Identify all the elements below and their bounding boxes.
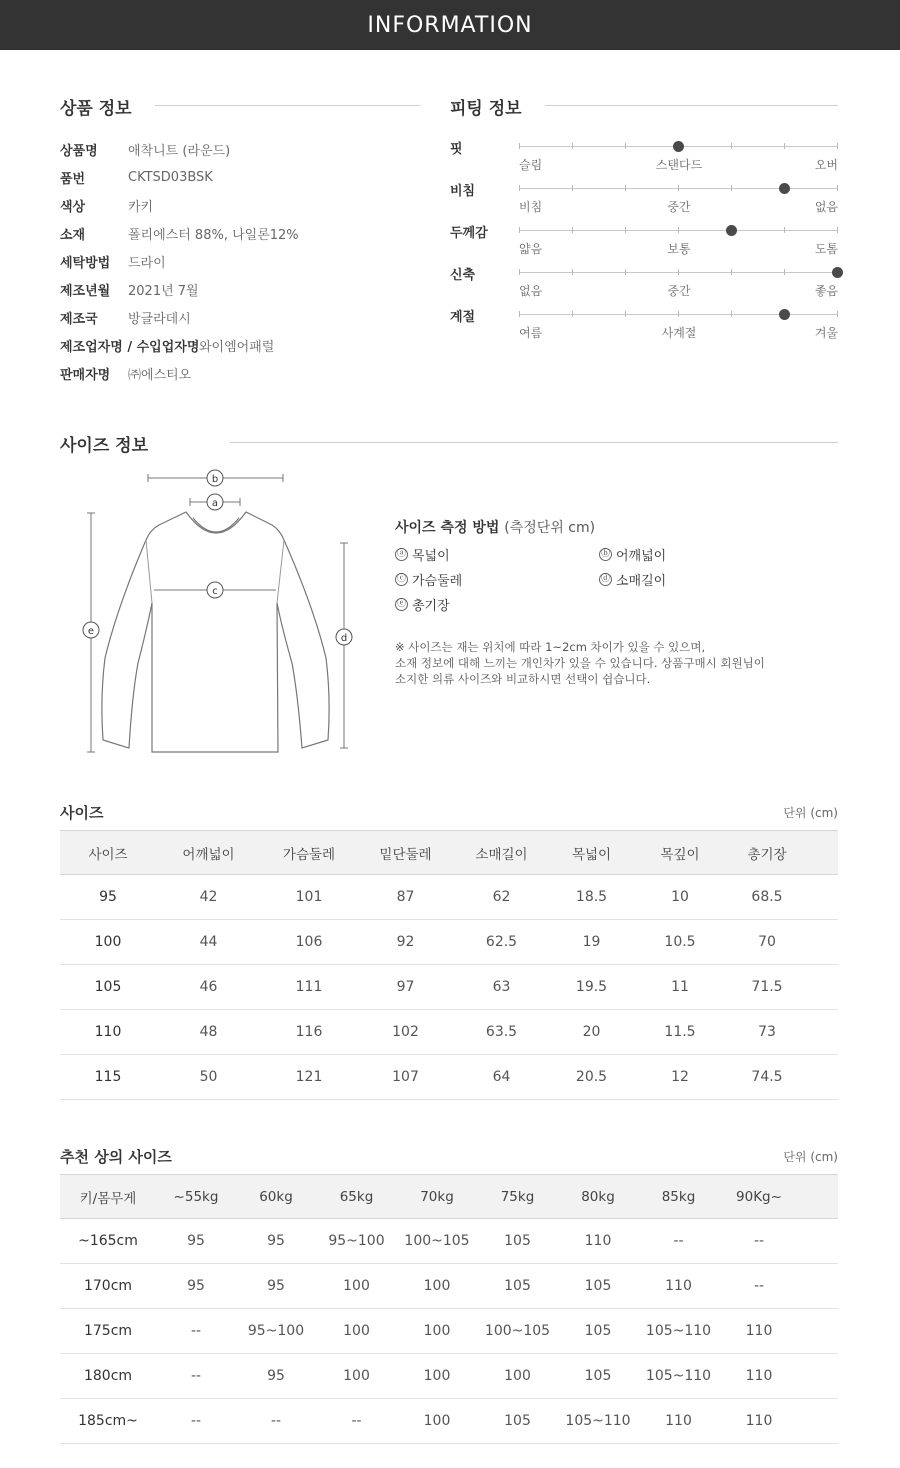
table-header-cell: 사이즈 bbox=[88, 846, 128, 863]
info-label: 색상 bbox=[60, 199, 86, 215]
table-cell: 100 bbox=[423, 1323, 451, 1339]
table-header-cell: 60kg bbox=[259, 1188, 293, 1205]
info-value: 폴리에스터 88%, 나일론12% bbox=[128, 227, 299, 243]
table-header-cell: 70kg bbox=[420, 1188, 454, 1205]
info-label: 품번 bbox=[60, 171, 86, 187]
table-cell: 95 bbox=[187, 1278, 205, 1294]
svg-text:d: d bbox=[340, 633, 348, 644]
fit-scale-low: 얇음 bbox=[519, 242, 543, 256]
fit-label: 핏 bbox=[450, 142, 463, 157]
table-cell: 50 bbox=[199, 1069, 218, 1085]
table-header-cell: ~55kg bbox=[173, 1188, 219, 1205]
table-cell: 100 bbox=[343, 1368, 370, 1384]
table-cell: 11 bbox=[671, 979, 689, 995]
table-cell: 95 bbox=[267, 1233, 285, 1249]
svg-text:a: a bbox=[211, 498, 219, 509]
table-cell: 110 bbox=[665, 1278, 692, 1294]
fit-tick bbox=[837, 311, 838, 317]
fit-tick bbox=[678, 269, 679, 275]
info-row bbox=[60, 223, 420, 243]
recommend-table-unit: 단위 (cm) bbox=[783, 1150, 838, 1164]
table-cell: 64 bbox=[492, 1069, 511, 1085]
fit-scale-mid: 중간 bbox=[667, 284, 691, 298]
fit-scale-mid: 중간 bbox=[667, 200, 691, 214]
fit-scale-high: 없음 bbox=[814, 200, 838, 214]
fit-scale-high: 겨울 bbox=[814, 326, 838, 340]
fit-tick bbox=[731, 269, 732, 275]
sweater-outline bbox=[102, 512, 329, 752]
fit-tick bbox=[519, 311, 520, 317]
info-value: 방글라데시 bbox=[128, 311, 191, 327]
table-cell: 105~110 bbox=[645, 1323, 712, 1339]
size-table bbox=[60, 830, 838, 1100]
measure-marker: ⓔ bbox=[396, 599, 406, 609]
fit-tick bbox=[625, 311, 626, 317]
table-cell: 110 bbox=[665, 1413, 692, 1429]
table-header-row bbox=[60, 1174, 838, 1219]
table-cell: -- bbox=[190, 1413, 202, 1429]
table-cell: 105 bbox=[584, 1278, 612, 1294]
fit-scale-low: 여름 bbox=[519, 326, 543, 340]
table-cell: -- bbox=[190, 1368, 202, 1384]
sweater-collar bbox=[193, 518, 239, 532]
fit-scale-track bbox=[519, 314, 838, 315]
product-info-title: 상품 정보 bbox=[60, 99, 132, 119]
fit-tick bbox=[678, 227, 679, 233]
fit-tick bbox=[625, 185, 626, 191]
info-value: CKTSD03BSK bbox=[128, 169, 213, 185]
fit-scale-high: 좋음 bbox=[814, 284, 838, 298]
table-cell: 12 bbox=[671, 1069, 689, 1085]
measure-item bbox=[599, 570, 666, 589]
fit-level-dot bbox=[832, 267, 843, 278]
info-value: 2021년 7월 bbox=[128, 283, 199, 299]
fit-scale-low: 없음 bbox=[519, 284, 543, 298]
table-header-row bbox=[60, 830, 838, 875]
table-cell: -- bbox=[753, 1233, 765, 1249]
fit-scale-high: 도톰 bbox=[814, 242, 838, 256]
table-header-cell: 어깨넓이 bbox=[182, 846, 235, 863]
fit-scale-low: 슬림 bbox=[519, 158, 543, 172]
table-cell: 20.5 bbox=[575, 1069, 608, 1085]
table-cell: 48 bbox=[199, 1024, 218, 1040]
fit-tick bbox=[731, 143, 732, 149]
table-row bbox=[60, 1219, 838, 1264]
measure-title-text: 사이즈 측정 방법 bbox=[395, 520, 500, 536]
note-line: 소지한 의류 사이즈와 비교하시면 선택이 쉽습니다. bbox=[395, 672, 651, 686]
table-cell: 100 bbox=[504, 1368, 531, 1384]
fit-level-dot bbox=[673, 141, 684, 152]
table-cell: 110 bbox=[745, 1323, 773, 1339]
info-label: 제조년월 bbox=[60, 283, 111, 299]
table-row bbox=[60, 965, 838, 1010]
table-cell: 105~110 bbox=[565, 1413, 631, 1429]
table-header-cell: 키/몸무게 bbox=[79, 1190, 137, 1207]
fit-level-dot bbox=[779, 309, 790, 320]
fit-scale-mid: 스탠다드 bbox=[655, 158, 703, 172]
table-header-cell: 소매길이 bbox=[475, 846, 528, 863]
measure-method-title bbox=[395, 517, 595, 537]
table-cell: -- bbox=[351, 1413, 362, 1429]
fit-scale-track bbox=[519, 146, 838, 147]
table-header-cell: 65kg bbox=[339, 1188, 374, 1205]
fit-tick bbox=[837, 143, 838, 149]
table-cell: 42 bbox=[199, 889, 218, 905]
measure-marker: ⓒ bbox=[396, 574, 406, 584]
size-table-unit: 단위 (cm) bbox=[783, 806, 838, 820]
measure-label: 총기장 bbox=[412, 599, 450, 614]
info-label: 상품명 bbox=[60, 143, 98, 159]
table-cell: 105 bbox=[584, 1368, 612, 1384]
info-value: 드라이 bbox=[128, 255, 166, 271]
measure-label: 어깨넓이 bbox=[616, 549, 667, 564]
info-row bbox=[60, 195, 420, 215]
fitting-info-divider bbox=[545, 105, 838, 106]
measure-item bbox=[395, 595, 450, 614]
table-cell: 100 bbox=[343, 1278, 370, 1294]
table-cell: 102 bbox=[392, 1024, 419, 1040]
table-cell: 10.5 bbox=[664, 934, 696, 950]
table-cell: 73 bbox=[758, 1024, 776, 1040]
table-cell: 70 bbox=[758, 934, 776, 950]
fit-label: 두께감 bbox=[450, 226, 488, 241]
measure-marker: ⓓ bbox=[600, 574, 610, 584]
table-header-cell: 목넓이 bbox=[571, 846, 612, 863]
table-cell: 19.5 bbox=[575, 979, 608, 995]
measure-unit: (측정단위 cm) bbox=[504, 520, 596, 536]
note-line: ※ 사이즈는 재는 위치에 따라 1~2cm 차이가 있을 수 있으며, bbox=[395, 640, 706, 654]
table-cell: ~165cm bbox=[78, 1233, 138, 1249]
info-row bbox=[60, 139, 420, 159]
table-cell: 62 bbox=[492, 889, 511, 905]
fit-tick bbox=[837, 185, 838, 191]
info-label: 제조국 bbox=[60, 311, 98, 327]
table-cell: 63.5 bbox=[485, 1024, 518, 1040]
table-cell: 97 bbox=[396, 979, 415, 995]
table-cell: 100~105 bbox=[484, 1323, 551, 1339]
info-row bbox=[60, 279, 420, 299]
fit-tick bbox=[519, 185, 520, 191]
table-row bbox=[60, 1354, 838, 1399]
table-cell: 110 bbox=[584, 1233, 612, 1249]
table-cell: -- bbox=[270, 1413, 282, 1429]
info-value: 애착니트 (라운드) bbox=[128, 143, 231, 159]
table-cell: 105~110 bbox=[645, 1368, 712, 1384]
fit-tick bbox=[731, 185, 732, 191]
table-row bbox=[60, 920, 838, 965]
table-cell: 62.5 bbox=[485, 934, 518, 950]
table-cell: 71.5 bbox=[751, 979, 783, 995]
fit-tick bbox=[625, 143, 626, 149]
table-cell: 95~100 bbox=[247, 1323, 305, 1339]
table-cell: 100~105 bbox=[404, 1233, 470, 1249]
recommend-table-title: 추천 상의 사이즈 bbox=[60, 1148, 172, 1166]
table-cell: 95 bbox=[267, 1368, 285, 1384]
table-cell: 92 bbox=[396, 934, 415, 950]
table-cell: 74.5 bbox=[751, 1069, 783, 1085]
fit-tick bbox=[572, 311, 573, 317]
fit-label: 신축 bbox=[450, 268, 476, 283]
table-cell: 105 bbox=[94, 979, 122, 995]
fit-tick bbox=[572, 143, 573, 149]
fit-tick bbox=[784, 143, 785, 149]
info-value: ㈜에스티오 bbox=[128, 367, 192, 383]
table-cell: 175cm bbox=[83, 1323, 133, 1339]
table-header-cell: 가슴둘레 bbox=[282, 846, 336, 863]
table-header-cell: 80kg bbox=[581, 1188, 615, 1205]
info-row bbox=[60, 335, 420, 355]
fit-tick bbox=[519, 143, 520, 149]
table-cell: 110 bbox=[94, 1024, 122, 1040]
fit-label: 계절 bbox=[450, 310, 476, 325]
table-cell: 100 bbox=[423, 1413, 451, 1429]
table-cell: -- bbox=[190, 1323, 202, 1339]
fit-tick bbox=[837, 227, 838, 233]
table-cell: 111 bbox=[295, 979, 323, 995]
table-cell: 105 bbox=[584, 1323, 612, 1339]
table-cell: 100 bbox=[423, 1278, 451, 1294]
fit-tick bbox=[784, 227, 785, 233]
fit-scale-mid: 보통 bbox=[667, 242, 691, 256]
table-cell: 107 bbox=[392, 1069, 419, 1085]
table-row bbox=[60, 1010, 838, 1055]
info-label: 제조업자명 / 수입업자명 bbox=[60, 339, 200, 355]
table-cell: 105 bbox=[504, 1278, 531, 1294]
measure-label: 가슴둘레 bbox=[412, 574, 463, 589]
table-row bbox=[60, 1055, 838, 1100]
table-cell: 100 bbox=[423, 1368, 451, 1384]
product-info-divider bbox=[155, 105, 420, 106]
measure-label: 소매길이 bbox=[616, 574, 667, 589]
fit-label: 비침 bbox=[450, 184, 476, 199]
table-header-cell: 밑단둘레 bbox=[379, 846, 432, 863]
table-row bbox=[60, 1309, 838, 1354]
table-cell: -- bbox=[753, 1278, 765, 1294]
table-row bbox=[60, 875, 838, 920]
measure-marker: ⓐ bbox=[396, 549, 406, 559]
fit-tick bbox=[519, 227, 520, 233]
fit-scale-high: 오버 bbox=[814, 158, 838, 172]
fit-tick bbox=[625, 269, 626, 275]
fit-scale-track bbox=[519, 230, 838, 231]
table-cell: 10 bbox=[671, 889, 689, 905]
table-cell: 110 bbox=[745, 1413, 773, 1429]
table-header-cell: 총기장 bbox=[747, 846, 787, 863]
fit-tick bbox=[731, 311, 732, 317]
recommend-table bbox=[60, 1174, 838, 1444]
table-cell: 121 bbox=[295, 1069, 323, 1085]
table-cell: 68.5 bbox=[751, 889, 783, 905]
table-cell: 106 bbox=[295, 934, 323, 950]
measure-item bbox=[395, 545, 450, 564]
info-label: 세탁방법 bbox=[60, 255, 111, 271]
measure-label: 목넓이 bbox=[412, 549, 450, 564]
fit-tick bbox=[678, 185, 679, 191]
svg-text:b: b bbox=[211, 474, 219, 485]
marker-e bbox=[83, 622, 99, 638]
fit-scale-mid: 사계절 bbox=[661, 326, 697, 340]
table-cell: 115 bbox=[94, 1069, 122, 1085]
measure-item bbox=[599, 545, 666, 564]
fit-tick bbox=[625, 227, 626, 233]
table-cell: 19 bbox=[582, 934, 601, 950]
fit-tick bbox=[572, 269, 573, 275]
info-row bbox=[60, 167, 420, 187]
table-cell: 110 bbox=[745, 1368, 773, 1384]
measure-item bbox=[395, 570, 462, 589]
svg-text:e: e bbox=[87, 626, 95, 637]
table-cell: 46 bbox=[199, 979, 218, 995]
size-table-title: 사이즈 bbox=[60, 804, 104, 822]
table-cell: 18.5 bbox=[575, 889, 608, 905]
fit-scale-track bbox=[519, 272, 838, 273]
marker-b bbox=[207, 470, 223, 486]
table-header-cell: 목깊이 bbox=[660, 846, 700, 863]
svg-text:c: c bbox=[212, 586, 218, 597]
table-cell: 170cm bbox=[83, 1278, 133, 1294]
info-label: 소재 bbox=[60, 227, 86, 243]
info-row bbox=[60, 363, 420, 383]
table-cell: 95 bbox=[99, 889, 117, 905]
measure-marker: ⓑ bbox=[600, 549, 610, 559]
fit-tick bbox=[519, 269, 520, 275]
page-header bbox=[0, 0, 900, 50]
marker-c bbox=[207, 582, 223, 598]
table-cell: 100 bbox=[94, 934, 122, 950]
info-value: 와이엠어패럴 bbox=[199, 339, 275, 355]
fit-level-dot bbox=[779, 183, 790, 194]
table-cell: 20 bbox=[582, 1024, 601, 1040]
table-cell: 116 bbox=[295, 1024, 323, 1040]
sweater-diagram bbox=[78, 468, 368, 768]
info-row bbox=[60, 251, 420, 271]
fit-tick bbox=[784, 269, 785, 275]
table-header-cell: 90Kg~ bbox=[736, 1188, 782, 1205]
table-cell: 105 bbox=[504, 1233, 531, 1249]
table-cell: 185cm~ bbox=[78, 1413, 138, 1429]
table-cell: 44 bbox=[199, 934, 218, 950]
table-cell: 11.5 bbox=[664, 1024, 696, 1040]
size-info-title: 사이즈 정보 bbox=[60, 436, 149, 456]
fit-tick bbox=[572, 185, 573, 191]
table-cell: 63 bbox=[492, 979, 511, 995]
table-cell: 95 bbox=[267, 1278, 285, 1294]
fit-tick bbox=[572, 227, 573, 233]
fitting-info-title: 피팅 정보 bbox=[450, 99, 522, 119]
table-cell: 87 bbox=[396, 889, 415, 905]
info-row bbox=[60, 307, 420, 327]
table-cell: -- bbox=[673, 1233, 684, 1249]
table-header-cell: 85kg bbox=[661, 1188, 696, 1205]
info-value: 카키 bbox=[128, 199, 154, 215]
marker-a bbox=[207, 494, 223, 510]
table-header-cell: 75kg bbox=[500, 1188, 535, 1205]
table-row bbox=[60, 1264, 838, 1309]
fit-scale-low: 비침 bbox=[519, 200, 543, 214]
info-label: 판매자명 bbox=[60, 367, 111, 383]
fit-scale-track bbox=[519, 188, 838, 189]
fit-tick bbox=[678, 311, 679, 317]
table-cell: 100 bbox=[343, 1323, 370, 1339]
note-line: 소재 정보에 대해 느끼는 개인차가 있을 수 있습니다. 상품구매시 회원님이 bbox=[395, 656, 765, 670]
table-cell: 105 bbox=[504, 1413, 531, 1429]
table-row bbox=[60, 1399, 838, 1444]
header-title: INFORMATION bbox=[367, 12, 533, 38]
table-cell: 95 bbox=[187, 1233, 205, 1249]
table-cell: 95~100 bbox=[328, 1233, 385, 1249]
marker-d bbox=[336, 629, 352, 645]
fit-level-dot bbox=[726, 225, 737, 236]
table-cell: 180cm bbox=[83, 1368, 133, 1384]
table-cell: 101 bbox=[295, 889, 323, 905]
size-info-divider bbox=[230, 442, 838, 443]
